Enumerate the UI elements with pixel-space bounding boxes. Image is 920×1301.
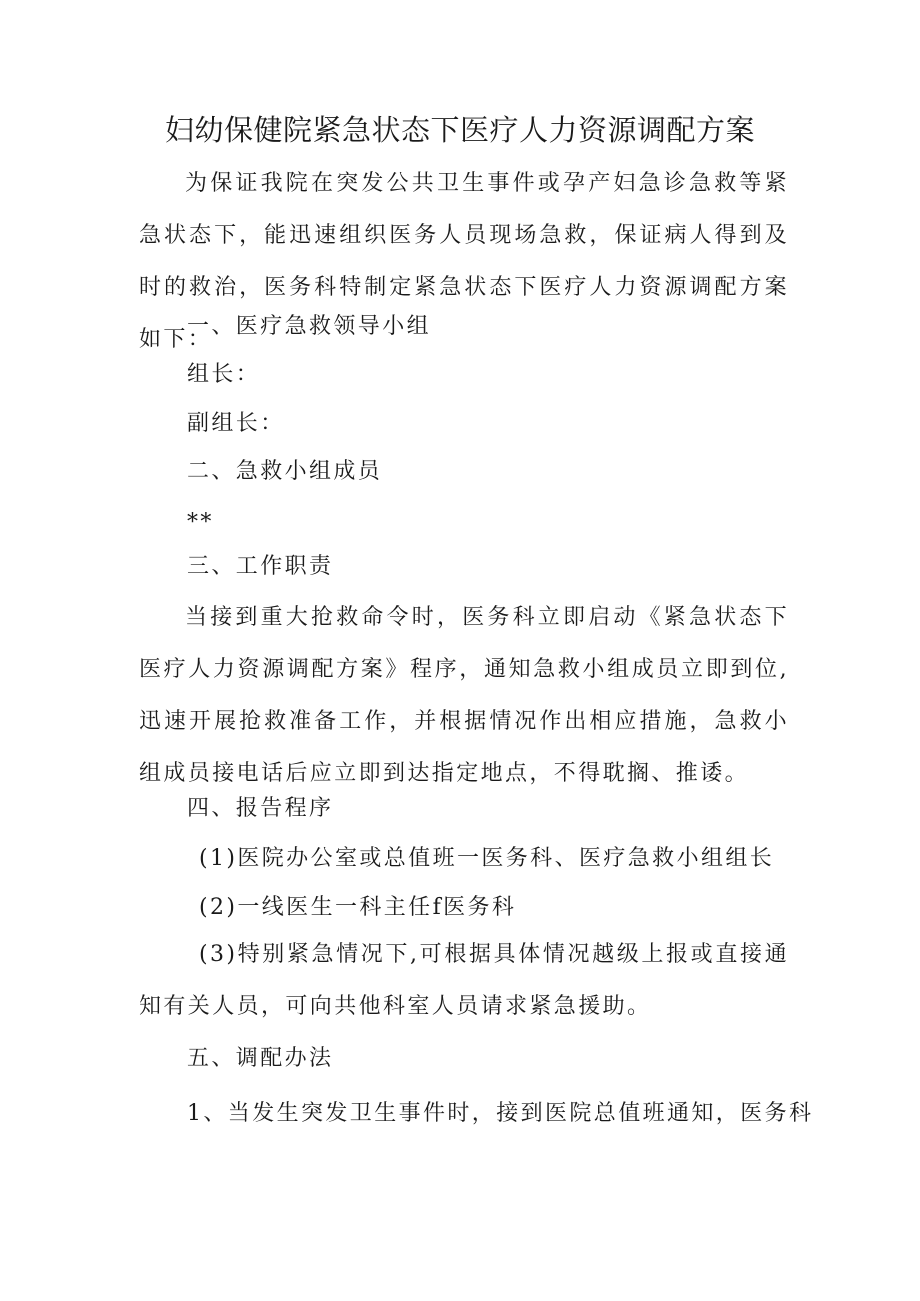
- report-item-1: (1)医院办公室或总值班一医务科、医疗急救小组组长: [199, 846, 775, 871]
- section5-item-1: 1、当发生突发卫生事件时，接到医院总值班通知，医务科: [187, 1101, 814, 1126]
- members-placeholder: **: [187, 510, 214, 535]
- section2-heading: 二、急救小组成员: [187, 459, 383, 484]
- leader-field: 组长：: [187, 362, 261, 387]
- report-item-2: (2)一线医生一科主任f医务科: [199, 895, 517, 920]
- document-title: 妇幼保健院紧急状态下医疗人力资源调配方案: [164, 113, 755, 147]
- intro-paragraph: 为保证我院在突发公共卫生事件或孕产妇急诊急救等紧急状态下，能迅速组织医务人员现场急救，保证病人得到及时的救治，医务科特制定紧急状态下医疗人力资源调配方案如下：: [139, 171, 789, 352]
- section3-heading: 三、工作职责: [187, 554, 334, 579]
- section5-heading: 五、调配办法: [187, 1046, 334, 1071]
- report-item-3: (3)特别紧急情况下,可根据具体情况越级上报或直接通知有关人员，可向共他科室人员请求紧急援助。: [139, 942, 789, 1019]
- section3-body: 当接到重大抢救命令时，医务科立即启动《紧急状态下医疗人力资源调配方案》程序，通知急救小组成员立即到位,迅速开展抢救准备工作，并根据情况作出相应措施，急救小组成员接电话后应立即到达指定地点，不得耽搁、推诿。: [139, 605, 789, 786]
- section1-heading: 一、医疗急救领导小组: [187, 314, 432, 339]
- deputy-leader-field: 副组长：: [187, 411, 285, 436]
- section4-heading: 四、报告程序: [187, 796, 334, 821]
